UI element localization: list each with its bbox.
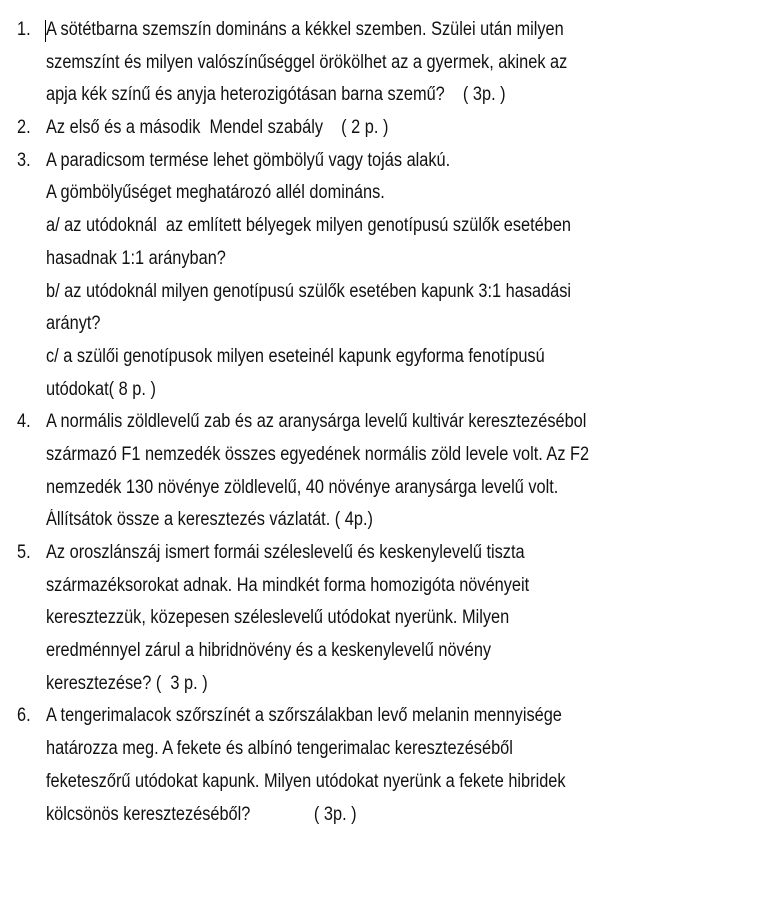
question-text: határozza meg. A fekete és albínó tengerimalac keresztezéséből xyxy=(46,738,513,760)
question-number: 5. xyxy=(17,542,31,563)
question-text: kölcsönös keresztezéséből? ( 3p. ) xyxy=(46,803,357,825)
question-line xyxy=(0,472,765,505)
question-number: 1. xyxy=(17,19,31,40)
question-subpart-a: a/ az utódoknál az említett bélyegek milyen genotípusú szülők esetében xyxy=(46,215,572,237)
question-2 xyxy=(0,112,765,145)
question-text: Állítsátok össze a keresztezés vázlatát. ( 4p.) xyxy=(46,509,373,531)
question-text: keresztezzük, közepesen széleslevelű utódokat nyerünk. Milyen xyxy=(46,607,510,629)
question-text: A normális zöldlevelű zab és az aranysárga levelű kultivár keresztezésébol xyxy=(46,411,587,433)
question-line xyxy=(0,733,765,766)
question-6 xyxy=(0,700,765,831)
question-line xyxy=(0,570,765,603)
question-line xyxy=(0,341,765,374)
question-text: apja kék színű és anyja heterozigótásan barna szemű? ( 3p. ) xyxy=(46,84,506,106)
question-line xyxy=(0,602,765,635)
question-line xyxy=(0,243,765,276)
question-number: 2. xyxy=(17,117,31,139)
question-line xyxy=(0,210,765,243)
question-text: nemzedék 130 növénye zöldlevelű, 40 növénye aranysárga levelű volt. xyxy=(46,476,559,498)
question-3 xyxy=(0,145,765,407)
question-line xyxy=(0,799,765,832)
question-line xyxy=(0,406,765,439)
question-text: hasadnak 1:1 arányban? xyxy=(46,247,226,269)
question-line xyxy=(0,79,765,112)
question-subpart-b: b/ az utódoknál milyen genotípusú szülők esetében kapunk 3:1 hasadási xyxy=(46,280,572,302)
question-text: utódokat( 8 p. ) xyxy=(46,378,156,400)
question-text: A gömbölyűséget meghatározó allél domináns. xyxy=(46,182,385,204)
question-text: szemszínt és milyen valószínűséggel örökölhet az a gyermek, akinek az xyxy=(46,51,568,73)
question-line xyxy=(0,439,765,472)
question-line xyxy=(0,276,765,309)
question-5 xyxy=(0,537,765,700)
question-line xyxy=(0,47,765,80)
document-body[interactable] xyxy=(0,14,765,831)
question-4 xyxy=(0,406,765,537)
question-text: feketeszőrű utódokat kapunk. Milyen utódokat nyerünk a fekete hibridek xyxy=(46,770,566,792)
question-line xyxy=(0,14,765,47)
question-line xyxy=(0,177,765,210)
question-text: keresztezése? ( 3 p. ) xyxy=(46,672,208,694)
question-text: Az első és a második Mendel szabály ( 2 p. ) xyxy=(46,117,389,139)
question-number: 4. xyxy=(17,411,31,433)
question-number: 6. xyxy=(17,705,31,727)
question-line xyxy=(0,504,765,537)
question-text: eredménnyel zárul a hibridnövény és a keskenylevelű növény xyxy=(46,640,492,662)
question-number: 3. xyxy=(17,149,31,171)
question-line xyxy=(0,700,765,733)
question-text: A paradicsom termése lehet gömbölyű vagy tojás alakú. xyxy=(46,149,451,171)
question-text: A sötétbarna szemszín domináns a kékkel szemben. Szülei után milyen xyxy=(46,19,564,40)
question-line xyxy=(0,766,765,799)
question-text: származó F1 nemzedék összes egyedének normális zöld levele volt. Az F2 xyxy=(46,443,590,465)
question-line xyxy=(0,374,765,407)
question-text: arányt? xyxy=(46,313,101,335)
question-line xyxy=(0,635,765,668)
question-subpart-c: c/ a szülői genotípusok milyen eseteinél kapunk egyforma fenotípusú xyxy=(46,345,545,367)
question-1 xyxy=(0,14,765,112)
question-text: A tengerimalacok szőrszínét a szőrszálakban levő melanin mennyisége xyxy=(46,705,562,727)
question-line xyxy=(0,112,765,145)
question-line xyxy=(0,308,765,341)
question-line xyxy=(0,537,765,570)
question-line xyxy=(0,668,765,701)
question-text: Az oroszlánszáj ismert formái széleslevelű és keskenylevelű tiszta xyxy=(46,542,525,563)
question-line xyxy=(0,145,765,178)
question-text: származéksorokat adnak. Ha mindkét forma homozigóta növényeit xyxy=(46,574,530,596)
